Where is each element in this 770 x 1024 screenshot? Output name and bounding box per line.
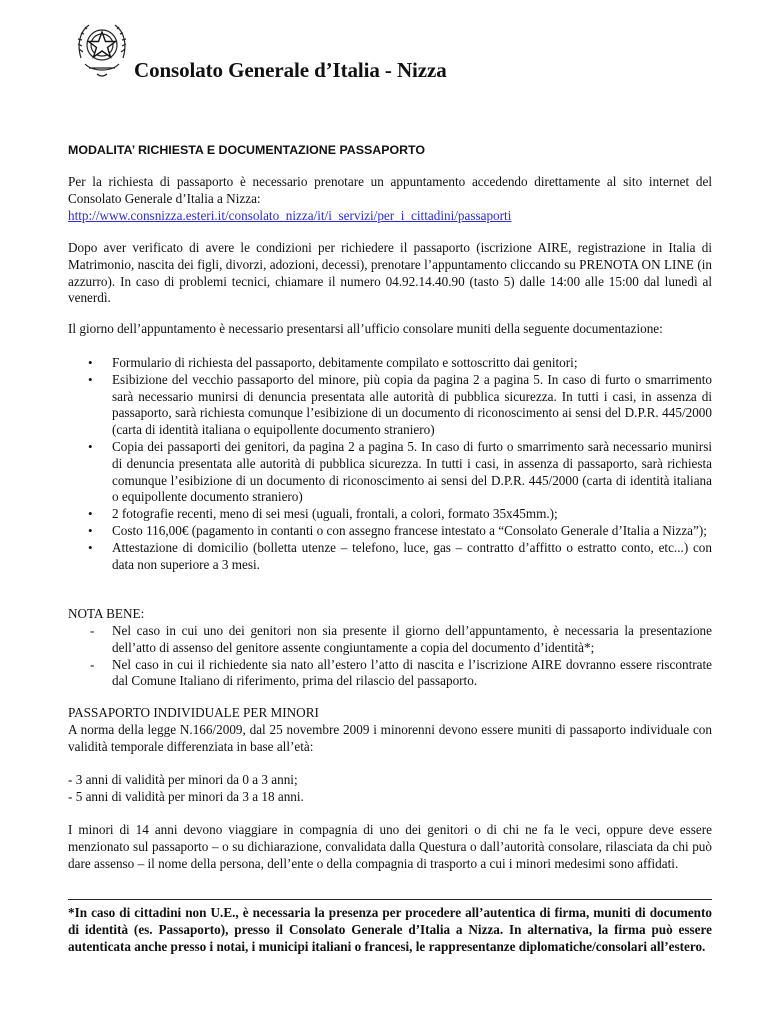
consulate-title: Consolato Generale d’Italia - Nizza bbox=[134, 58, 447, 82]
passport-services-link[interactable]: http://www.consnizza.esteri.it/consolato_nizza/it/i_servizi/per_i_cittadini/passaporti bbox=[68, 207, 512, 223]
validity-item: - 5 anni di validità per minori da 3 a 18 anni. bbox=[68, 788, 304, 804]
list-item: - Nel caso in cui il richiedente sia nato all’estero l’atto di nascita e l’iscrizione AIRE dovranno essere riscontrate dal Comune Italiano di riferimento, prima del rilascio del passaporto. bbox=[68, 657, 712, 691]
intro-paragraph bbox=[68, 174, 712, 224]
required-documents-list bbox=[68, 355, 712, 573]
validity-item: - 3 anni di validità per minori da 0 a 3 anni; bbox=[68, 772, 298, 787]
italian-republic-emblem-icon bbox=[75, 18, 129, 80]
minors-passport-title: PASSAPORTO INDIVIDUALE PER MINORI bbox=[68, 705, 319, 720]
list-item: • 2 fotografie recenti, meno di sei mesi (uguali, frontali, a colori, formato 35x45mm.); bbox=[68, 506, 712, 523]
minors-travel-paragraph: I minori di 14 anni devono viaggiare in compagnia di uno dei genitori o di chi ne fa le veci, oppure deve essere menzionato sul passaporto – o su dichiarazione, convalidata dalla Questura o dall’autorità consolare, rilasciata da chi può dare assenso – il nome della persona, dell’ente o della compagnia di trasporto a cui i minori medesimi sono affidati. bbox=[68, 822, 712, 871]
list-item: • Costo 116,00€ (pagamento in contanti o con assegno francese intestato a “Consolato Generale d’Italia a Nizza”); bbox=[68, 523, 712, 540]
intro-text: Per la richiesta di passaporto è necessario prenotare un appuntamento accedendo direttamente al sito internet del Consolato Generale d’Italia a Nizza: bbox=[68, 174, 712, 206]
list-item: - Nel caso in cui uno dei genitori non sia presente il giorno dell’appuntamento, è necessaria la presentazione dell’atto di assenso del genitore assente congiuntamente a copia del documento d’identità*; bbox=[68, 623, 712, 657]
documents-intro: Il giorno dell’appuntamento è necessario presentarsi all’ufficio consolare muniti della seguente documentazione: bbox=[68, 321, 663, 336]
validity-list bbox=[68, 772, 712, 806]
footnote-divider bbox=[68, 899, 712, 900]
booking-paragraph: Dopo aver verificato di avere le condizioni per richiedere il passaporto (iscrizione AIRE, registrazione in Italia di Matrimonio, nascita dei figli, divorzi, adozioni, decessi), prenotare l’appuntamento cliccando su PRENOTA ON LINE (in azzurro). In caso di problemi tecnici, chiamare il numero 04.92.14.40.90 (tasto 5) dalle 14:00 alle 15:00 dal lunedì al venerdì. bbox=[68, 240, 712, 306]
list-item: • Formulario di richiesta del passaporto, debitamente compilato e sottoscritto dai genitori; bbox=[68, 355, 712, 372]
nota-bene-title: NOTA BENE: bbox=[68, 606, 145, 621]
footnote: *In caso di cittadini non U.E., è necessaria la presenza per procedere all’autentica di firma, muniti di documento di identità (es. Passaporto), presso il Consolato Generale d’Italia a Nizza. In alternativa, la firma può essere autenticata anche presso i notai, i municipi italiani o francesi, le rappresentanze diplomatiche/consolari all’estero. bbox=[68, 905, 712, 954]
list-item: • Copia dei passaporti dei genitori, da pagina 2 a pagina 5. In caso di furto o smarrimento sarà necessario munirsi di denuncia presentata alle autorità di pubblica sicurezza. In tutti i casi, in assenza di passaporto, sarà richiesta comunque l’esibizione di un documento di riconoscimento ai sensi del D.P.R. 445/2000 (carta di identità italiana o equipollente documento straniero) bbox=[68, 439, 712, 506]
list-item: • Esibizione del vecchio passaporto del minore, più copia da pagina 2 a pagina 5. In caso di furto o smarrimento sarà necessario munirsi di denuncia presentata alle autorità di pubblica sicurezza. In tutti i casi, in assenza di passaporto, sarà richiesta comunque l’esibizione di un documento di riconoscimento ai sensi del D.P.R. 445/2000 (carta di identità italiana o equipollente documento straniero) bbox=[68, 372, 712, 439]
list-item: • Attestazione di domicilio (bolletta utenze – telefono, luce, gas – contratto d’affitto o estratto conto, etc...) con data non superiore a 3 mesi. bbox=[68, 540, 712, 574]
minors-passport-text: A norma della legge N.166/2009, dal 25 novembre 2009 i minorenni devono essere muniti di passaporto individuale con validità temporale differenziata in base all’età: bbox=[68, 722, 712, 754]
nota-bene-list bbox=[68, 623, 712, 690]
section-heading: MODALITA’ RICHIESTA E DOCUMENTAZIONE PASSAPORTO bbox=[68, 143, 426, 157]
